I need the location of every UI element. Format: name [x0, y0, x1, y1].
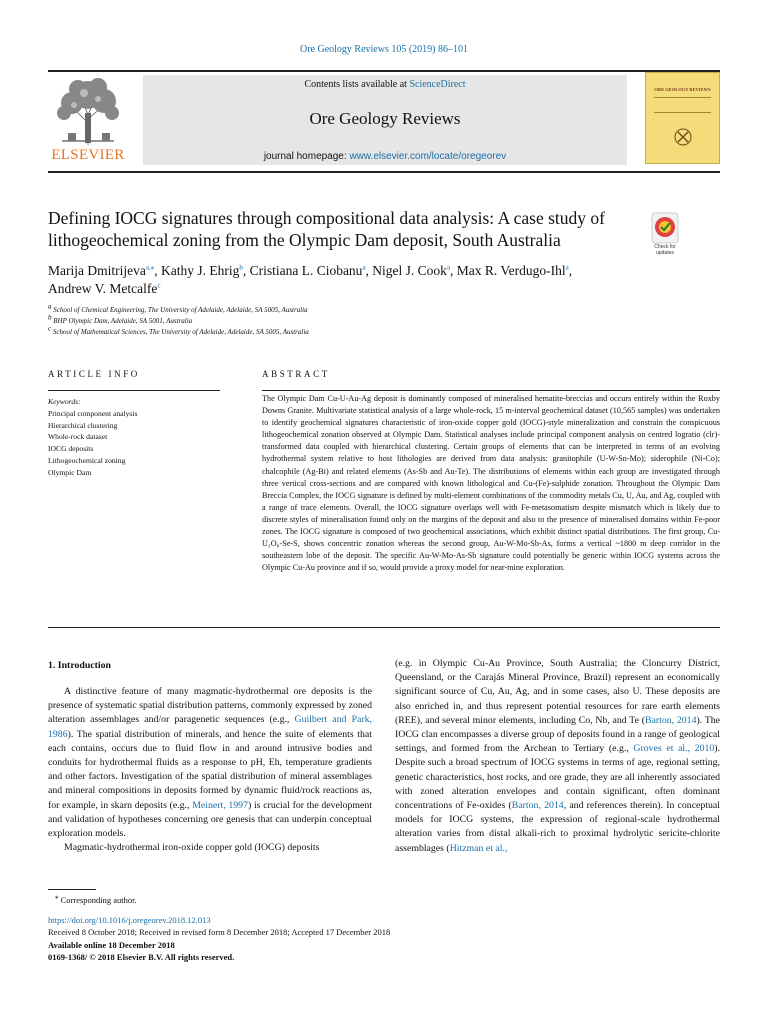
keyword: Principal component analysis	[48, 408, 138, 418]
paragraph: Magmatic-hydrothermal iron-oxide copper gold (IOCG) deposits	[64, 842, 320, 854]
author[interactable]: Cristiana L. Ciobanu$^a$	[249, 263, 366, 278]
elsevier-tree-icon	[48, 75, 128, 147]
elsevier-wordmark: ELSEVIER	[51, 147, 125, 163]
section-heading-introduction: 1. Introduction	[48, 660, 111, 671]
crossed-hammers-icon	[674, 128, 692, 146]
affiliation: $^b$ BHP Olympic Dam, Adelaide, SA 5001, Australia	[48, 313, 193, 325]
paragraph: (e.g. in Olympic Cu-Au Province, South Australia; the Cloncurry District, Queensland, or the Carajás Mineral Province, Brazil) represent an economically significant source of Cu, Au, Ag, and in some cases, also U. These deposits are also enriched in, and thus represent potential resources for rare earth elements (REE), and several minor elements, including Co, Nb, and Te (Barton, 2014). The IOCG clan encompasses a diverse group of deposits found in a range of geological settings, and formed from the Archean to Tertiary (e.g., Groves et al., 2010). Despite such a broad spectrum of IOCG systems in terms of age, regional setting, genetic characteristics, host rocks, and ore grade, they are all inherently associated with zoned alteration envelopes and contain significant, often dominant concentrations of Fe-oxides (Barton, 2014, and references therein). In conceptual models for IOCG systems, the expression of regional-scale hydrothermal alteration varies from distal alkali-rich to proximal hydrolytic sericite-chlorite assemblages (Hitzman et al.,	[395, 658, 721, 854]
journal-reference[interactable]: Ore Geology Reviews 105 (2019) 86–101	[299, 44, 469, 55]
header-bottom-rule	[48, 171, 720, 173]
contents-line: Contents lists available at ScienceDirect	[304, 79, 466, 90]
copyright: 0169-1368/ © 2018 Elsevier B.V. All rights reserved.	[48, 951, 235, 962]
cover-decoration	[654, 97, 711, 113]
abstract-bottom-rule	[48, 627, 720, 628]
article-title: Defining IOCG signatures through compositional data analysis: A case study of lithogeochemical zoning from the Olympic Dam deposit, South Australia	[48, 208, 605, 250]
journal-homepage-line: journal homepage: www.elsevier.com/locate/oregeorev	[263, 151, 507, 162]
affiliation: $^c$ School of Mathematical Sciences, The University of Adelaide, Adelaide, SA 5005, Australia	[48, 324, 309, 336]
abstract-heading: ABSTRACT	[262, 369, 330, 379]
author[interactable]: Kathy J. Ehrig$^b$	[160, 263, 243, 278]
journal-title: Ore Geology Reviews	[309, 109, 461, 128]
received-dates: Received 8 October 2018; Received in revised form 8 December 2018; Accepted 17 December 2018	[48, 927, 391, 938]
article-info-heading: ARTICLE INFO	[48, 369, 140, 379]
sciencedirect-link[interactable]: ScienceDirect	[409, 79, 466, 90]
citation-link[interactable]: Meinert, 1997	[192, 799, 248, 811]
citation-link[interactable]: Hitzman et al.,	[449, 842, 508, 854]
keywords-block	[48, 396, 220, 479]
header-top-rule	[48, 70, 720, 72]
author-list: Marija Dmitrijeva$^{a,⁎}$, Kathy J. Ehrig$^b$, Cristiana L. Ciobanu$^a$, Nigel J. Cook$^a$, Max R. Verdugo-Ihl$^a$, Andrew V. Metcalfe$^c$	[48, 263, 573, 296]
journal-masthead	[143, 75, 627, 165]
check-for-updates-badge[interactable]	[645, 212, 685, 262]
body-column-left	[48, 685, 372, 855]
body-column-right	[395, 657, 720, 856]
keyword: IOCG deposits	[48, 444, 94, 454]
affiliation: $^a$ School of Chemical Engineering, The University of Adelaide, Adelaide, SA 5005, Australia	[48, 302, 308, 314]
abstract-body: The Olympic Dam Cu-U-Au-Ag deposit is dominantly composed of mineralised hematite-breccias and occurs entirely within the Roxby Downs Granite. Multivariate statistical analysis of a large whole-rock, 15 m-interval geochemical dataset (10,565 samples) was undertaken to identify geochemical signatures characteristic of iron-oxide copper gold (IOCG)-style mineralization and constrain the conspicuous lithogeochemical zonation observed at Olympic Dam. Statistical analyses include principal component analysis on centred logratio (clr)-transformed data coupled with hierarchical clustering. Certain groups of elements that can be interpreted in terms of an evolving hydrothermal system relative to host lithologies are derived from data analysis: granitophile (U-W-Sn-Mo); siderophile (Ni-Co); chalcophile (Ag-Bi) and related elements (As-Sb and Au-Te). The distributions of elements within each group are investigated through three vertical cross-sections and are compared with known lithological and Cu-(Fe)-sulphide zonation. Throughout the Olympic Dam Breccia Complex, the IOCG signature is defined by multi-element combinations of the commodity metals Cu, U, Au, and Ag, coupled with a range of trace elements. Overall, the IOCG signature overlaps well with Fe-metasomatism despite mismatch which is likely due to discrete styles of mineralisation found only on the margins of the deposit and also to the presence of mineralised domains within Fe-poor zones. The IOCG signature is composed of two geochemical associations, which exhibit distinct spatial distributions. The first group, Cu-U₃O₈-Se-S, shows concentric zonation whereas the second group, Au-W-Mo-Sb-As, forms a vertical ~1800 m deep corridor in the southeastern lobe of the deposit. The specific Au-W-Mo-As-Sb signature could potentially be generic within IOCG systems across the Olympic Cu-Au province and if so, would provide a proxy model for near-mine exploration.	[262, 394, 720, 573]
corresponding-author-footnote: ⁎ Corresponding author.	[55, 893, 137, 905]
article-footer	[48, 914, 390, 963]
journal-homepage-link[interactable]: www.elsevier.com/locate/oregeorev	[349, 151, 507, 162]
available-online: Available online 18 December 2018	[48, 939, 175, 950]
keyword: Whole-rock dataset	[48, 432, 108, 442]
check-for-updates-icon	[645, 212, 685, 244]
cover-title: ORE GEOLOGY REVIEWS	[654, 87, 711, 92]
citation-link[interactable]: Groves et al., 2010	[633, 743, 715, 755]
citation-link[interactable]: Guilbert and Park, 1986	[48, 714, 372, 740]
keyword: Hierarchical clustering	[48, 420, 118, 430]
footnote-rule	[48, 889, 96, 890]
keywords-label: Keywords:	[48, 397, 81, 406]
keyword: Olympic Dam	[48, 467, 92, 477]
article-info-rule	[48, 390, 220, 391]
elsevier-logo[interactable]	[48, 75, 128, 165]
citation-link[interactable]: Barton, 2014	[644, 714, 697, 726]
journal-cover-thumbnail[interactable]	[645, 72, 720, 164]
author[interactable]: Marija Dmitrijeva$^{a,⁎}$	[48, 263, 155, 278]
affiliations	[48, 302, 648, 338]
abstract-rule	[262, 390, 720, 391]
author[interactable]: Max R. Verdugo-Ihl$^a$	[456, 263, 569, 278]
paragraph: A distinctive feature of many magmatic-hydrothermal ore deposits is the presence of systematic spatial distribution patterns, commonly expressed by zoned alteration assemblages and/or paragenetic sequences (e.g., Guilbert and Park, 1986). The spatial distribution of minerals, and hence the suite of elements that each contains, occurs due to fluid flow in and around intrusive bodies and conduits for hydrothermal fluids as a response to pH, Eh, temperature gradients and other factors. Investigation of the spatial distribution of mineral assemblages and mineral compositions in deposits formed by dynamic fluid/rock reactions as, for example, in skarn deposits (e.g., Meinert, 1997) is crucial for the development and validation of hypotheses concerning ore genesis that can underpin conceptual exploration models.	[48, 686, 373, 840]
check-for-updates-label: Check for updates	[654, 244, 676, 256]
author[interactable]: Andrew V. Metcalfe$^c$	[48, 281, 161, 296]
citation-link[interactable]: Barton, 2014	[511, 800, 564, 812]
keyword: Lithogeochemical zoning	[48, 455, 126, 465]
author[interactable]: Nigel J. Cook$^a$	[372, 263, 451, 278]
doi-link[interactable]: https://doi.org/10.1016/j.oregeorev.2018.12.013	[48, 915, 211, 925]
